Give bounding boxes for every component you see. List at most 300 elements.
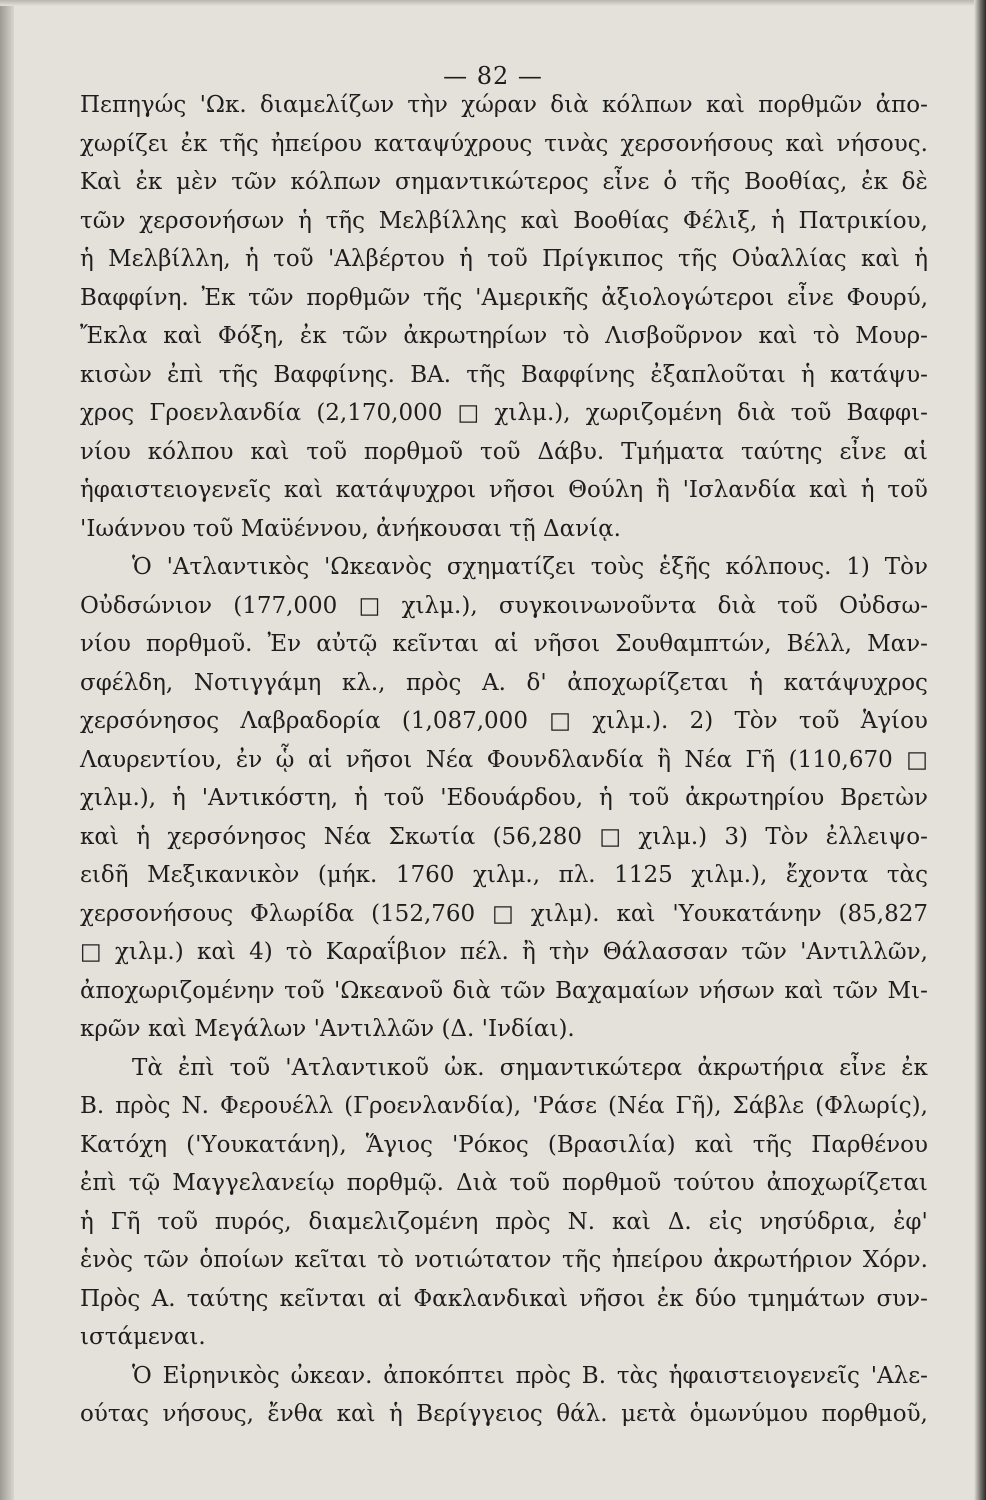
text-line xyxy=(80,901,928,940)
word: τὰς xyxy=(616,1362,658,1389)
word: δ' xyxy=(526,669,547,696)
word: τοῦ xyxy=(790,400,832,426)
word: ἡ xyxy=(389,1401,403,1427)
word: κατάψυχρος xyxy=(783,669,928,696)
word: Φουρύ, xyxy=(846,284,928,311)
word: ἐπὶ xyxy=(80,1170,117,1196)
word: ἐξαπλοῦται xyxy=(650,361,786,388)
word: ἐπὶ xyxy=(178,1054,215,1081)
word: Ἐκ xyxy=(201,284,236,311)
word: χιλμ.), xyxy=(80,785,157,811)
word: ἐκ xyxy=(135,169,163,195)
word: Γροενλανδία xyxy=(149,400,302,426)
word: ειδῆ xyxy=(80,862,129,888)
word: 'Αντικόστη, xyxy=(201,785,339,811)
word: ἀκρωτηρίου xyxy=(685,785,825,811)
word: καὶ xyxy=(860,246,900,272)
text-line xyxy=(80,92,928,131)
word: νήσους. xyxy=(836,130,928,157)
word: Πρὸς xyxy=(80,1285,141,1312)
word: Θάλασσαν xyxy=(602,939,729,965)
word: χιλμ.), xyxy=(691,862,768,888)
word: πρὸς xyxy=(515,1362,571,1389)
word: Ν. xyxy=(181,1093,209,1119)
text-line xyxy=(80,131,928,170)
word: τῆς xyxy=(752,1131,793,1158)
word: καὶ xyxy=(163,323,203,349)
word: ἀξιολογώτεροι xyxy=(601,284,775,311)
word: ἀνήκουσαι xyxy=(376,515,510,542)
word: κλ., xyxy=(341,669,386,696)
word: (110,670 xyxy=(788,746,893,773)
word: ἐκ xyxy=(180,130,208,157)
word: Διὰ xyxy=(456,1170,498,1196)
word: 'Ιωάννου xyxy=(80,515,193,542)
word: τὸ xyxy=(562,323,590,349)
word: τοῦ xyxy=(273,246,314,272)
word: τῆς xyxy=(218,361,259,388)
text-line xyxy=(80,400,928,439)
word: ᾧ xyxy=(275,746,295,773)
word: τῶν xyxy=(342,323,388,349)
word: ἀκρωτηρίων xyxy=(403,323,548,349)
word: χιλμ.), xyxy=(401,592,478,619)
word: χιλμ., xyxy=(472,862,541,888)
word: Βαφφίνης. xyxy=(273,361,395,388)
word: 'Εδουάρδου, xyxy=(440,785,584,811)
word: Βαφφι- xyxy=(846,400,928,426)
word: ΒΑ. xyxy=(410,361,452,388)
word: 'Ατλαντικὸς xyxy=(166,554,310,580)
word: εἶνε xyxy=(839,1054,887,1081)
word: ἀποχωρίζεται xyxy=(567,669,729,696)
word: χερσονήσους xyxy=(80,900,234,927)
word: ἑξῆς xyxy=(659,554,711,580)
word: τῶν xyxy=(248,284,294,311)
word: Παρθένου xyxy=(811,1131,928,1158)
word: Τὸν xyxy=(734,708,778,734)
word: ἢ xyxy=(522,939,536,965)
word: □ xyxy=(549,708,571,734)
word: τοῦ xyxy=(628,785,670,811)
word: Σκωτία xyxy=(388,823,476,850)
text-line xyxy=(80,1209,928,1248)
page-left-edge xyxy=(0,0,14,1500)
word: 1) xyxy=(846,554,870,580)
text-line xyxy=(80,554,928,593)
word: (56,280 xyxy=(492,823,583,850)
word: πλ. xyxy=(558,862,596,888)
word: ἡ xyxy=(749,669,763,696)
word: 2) xyxy=(689,708,714,734)
text-line xyxy=(80,1286,928,1325)
word: τμημάτων xyxy=(747,1285,866,1312)
word: ἐκ xyxy=(861,169,888,195)
word: τοῦ xyxy=(487,246,528,272)
word: □ xyxy=(457,400,480,426)
word: τοῦ xyxy=(509,1170,550,1196)
word: 'Αντιλλῶν, xyxy=(800,939,928,965)
word: ἡ xyxy=(136,823,151,850)
text-line xyxy=(80,1093,928,1132)
word: (Βρασιλία) xyxy=(547,1131,676,1158)
text-line xyxy=(80,1016,928,1055)
word: ἡ xyxy=(80,1208,94,1235)
word: τῆς xyxy=(561,1247,602,1273)
word: (2,170,000 xyxy=(316,400,443,426)
word: 'Ινδίαι). xyxy=(481,1016,575,1042)
word: Δ. xyxy=(667,1208,692,1235)
word: χωριζομένη xyxy=(585,400,722,426)
word: Β. xyxy=(80,1093,105,1119)
text-line xyxy=(80,1170,928,1209)
word: τοῦ xyxy=(229,1054,271,1081)
word: Βαφφίνης xyxy=(520,361,636,388)
word: Τὰ xyxy=(132,1054,163,1081)
word: τοῦ xyxy=(479,438,521,465)
word: ἠπείρου xyxy=(270,130,362,157)
word: χερσόνησος xyxy=(167,823,307,850)
word: καὶ xyxy=(616,900,656,927)
word: Μελβίλλη, xyxy=(108,246,231,272)
word: 4) xyxy=(249,939,273,965)
word: Μι- xyxy=(887,977,928,1004)
text-line xyxy=(80,516,928,555)
word: Τὸν xyxy=(765,823,809,850)
word: τῶν xyxy=(832,977,879,1004)
word: πορθμοῦ. xyxy=(145,631,253,657)
word: Καὶ xyxy=(80,169,122,195)
word: ἀποχωρίζεται xyxy=(766,1170,928,1196)
word: Βαχαμαίων xyxy=(555,977,690,1004)
word: ἐπὶ xyxy=(167,361,204,388)
word: κόλπων xyxy=(602,92,693,118)
word: χιλμ.), xyxy=(494,400,571,426)
word: τοὺς xyxy=(590,554,645,580)
word: Ἅγιος xyxy=(365,1131,433,1158)
word: Γῆ), xyxy=(675,1093,722,1119)
word: Φόξη, xyxy=(217,323,285,349)
word: καταψύχρους xyxy=(373,130,533,157)
word: ('Υουκατάνη), xyxy=(186,1131,347,1158)
word: πρὸς xyxy=(115,1093,171,1119)
word: διὰ xyxy=(717,592,757,619)
word: νήσους, xyxy=(162,1401,254,1427)
word: Σουθαμπτών, xyxy=(615,631,772,657)
word: Ὁ xyxy=(132,1362,152,1389)
word: Οὐδσω- xyxy=(839,592,928,619)
word: Μελβίλλης xyxy=(378,207,507,234)
word: αἱ xyxy=(903,438,928,465)
word: καὶ xyxy=(758,323,798,349)
word: εἶνε xyxy=(839,438,887,465)
word: κεῖνται xyxy=(392,631,479,657)
word: τῆς xyxy=(677,246,718,272)
word: νησύδρια, xyxy=(759,1208,877,1235)
word: τινὰς xyxy=(544,130,609,157)
word: τούτου xyxy=(673,1170,755,1196)
word: ταύτης xyxy=(740,438,823,465)
word: ἡφαιστειογενεῖς xyxy=(668,1362,860,1389)
word: ἡ xyxy=(914,246,928,272)
text-line xyxy=(80,208,928,247)
page-right-edge xyxy=(974,0,986,1500)
word: Φουνδλανδία xyxy=(486,746,644,773)
word: 1125 xyxy=(614,862,673,888)
word: νήσων xyxy=(698,977,775,1004)
word: Α. xyxy=(151,1285,176,1312)
word: Οὐαλλίας xyxy=(731,246,847,272)
word: καὶ xyxy=(520,207,560,234)
word: Βέλλ, xyxy=(786,631,852,657)
word: 'Ωκεανοῦ xyxy=(334,977,444,1004)
word: Φέλιξ, xyxy=(682,207,758,234)
page-number: — 82 — xyxy=(443,62,543,90)
word: τοῦ xyxy=(157,1208,198,1235)
word: συν- xyxy=(876,1285,928,1312)
word: πορθμοῦ, xyxy=(821,1401,928,1427)
word: ὁμωνύμου xyxy=(689,1401,808,1427)
word: (152,760 xyxy=(371,900,476,927)
word: τὸ xyxy=(285,939,313,965)
word: ιστάμεναι. xyxy=(80,1324,206,1350)
word: καὶ xyxy=(784,977,824,1004)
word: νῆσοι xyxy=(579,1285,646,1312)
word: διὰ xyxy=(550,92,589,118)
word: καὶ xyxy=(250,438,290,465)
word: καὶ xyxy=(706,92,745,118)
word: Φακλανδικαὶ xyxy=(413,1285,568,1312)
word: ἡ xyxy=(80,246,94,272)
word: διαμελιζομένη xyxy=(308,1208,479,1235)
word: Πρίγκιπος xyxy=(542,246,664,272)
word: □ xyxy=(906,746,928,773)
word: Γῆ xyxy=(110,1208,141,1235)
word: ἡ xyxy=(800,361,815,388)
word: καὶ xyxy=(80,823,119,850)
word: Κατόχη xyxy=(80,1131,168,1158)
word: 'Αλβέρτου xyxy=(327,246,445,272)
text-line xyxy=(80,978,928,1017)
word: Λαυρεντίου, xyxy=(80,746,223,773)
word: τοῦ xyxy=(383,785,425,811)
word: Δάβυ. xyxy=(537,438,605,465)
text-line xyxy=(80,824,928,863)
word: εἶνε xyxy=(602,169,650,195)
word: Βοοθίας xyxy=(573,207,670,234)
word: Οὐδσώνιον xyxy=(80,592,212,619)
text-line xyxy=(80,593,928,632)
word: αἱ xyxy=(307,746,333,773)
word: Γῆ xyxy=(745,746,776,773)
word: τὴν xyxy=(407,92,448,118)
word: ἔνθα xyxy=(267,1401,324,1427)
word: (Νέα xyxy=(607,1093,665,1119)
word: 1760 xyxy=(395,862,455,888)
word: ὁ xyxy=(663,169,678,195)
word: Β. xyxy=(581,1362,607,1389)
word: Πεπηγώς xyxy=(80,92,187,118)
word: πορθμῶν xyxy=(758,92,863,118)
word: νῆσοι xyxy=(533,631,601,657)
word: μὲν xyxy=(176,169,218,195)
word: σημαντικώτερος xyxy=(395,169,589,195)
word: ἢ xyxy=(657,746,671,773)
word: κρῶν xyxy=(80,1016,148,1042)
word: ἑνὸς xyxy=(80,1247,134,1273)
text-line xyxy=(80,862,928,901)
word: χιλμ.) xyxy=(114,939,184,965)
word: χρος xyxy=(80,400,135,426)
word: ἀποχωριζομένην xyxy=(80,977,275,1004)
word: 3) xyxy=(724,823,749,850)
word: Καραΐβιον xyxy=(325,939,447,965)
word: Θούλη xyxy=(568,477,644,503)
text-line xyxy=(80,1324,928,1363)
word: 'Υουκατάνην xyxy=(672,900,822,927)
word: τοῦ xyxy=(798,708,840,734)
word: Ἔκλα xyxy=(80,323,148,349)
word: Σάβλε xyxy=(732,1093,805,1119)
word: χιλμ.) xyxy=(638,823,708,850)
word: Α. xyxy=(481,669,506,696)
word: Μεξικανικὸν xyxy=(147,862,300,888)
word: □ xyxy=(358,592,381,619)
word: τοῦ xyxy=(887,477,928,503)
word: διὰ xyxy=(737,400,776,426)
word: κατάψυ- xyxy=(829,361,928,388)
word: Λισβοῦρνον xyxy=(605,323,743,349)
word: καὶ xyxy=(611,1208,651,1235)
word: τῷ xyxy=(128,1170,161,1196)
word: Δανίᾳ. xyxy=(542,515,621,542)
word: δύο xyxy=(694,1285,737,1312)
word: ἡ xyxy=(245,246,259,272)
word: Μαν- xyxy=(867,631,928,657)
word: ἡ xyxy=(298,207,312,234)
word: ἐκ xyxy=(901,1054,928,1081)
word: ἡ xyxy=(598,785,613,811)
word: αὐτῷ xyxy=(316,631,378,657)
text-line xyxy=(80,631,928,670)
word: Ἁγίου xyxy=(860,708,928,734)
word: κισὼν xyxy=(80,361,152,388)
word: χερσονήσους xyxy=(620,130,774,157)
word: (177,000 xyxy=(233,592,338,619)
word: ἀκρωτήρια xyxy=(697,1054,825,1081)
word: καὶ xyxy=(283,477,323,503)
word: νῆσοι xyxy=(489,477,556,503)
word: τὸ xyxy=(377,1247,404,1273)
word: νίου xyxy=(80,438,131,465)
word: δὲ xyxy=(901,169,928,195)
word: (Φλωρίς), xyxy=(815,1093,928,1119)
word: καὶ xyxy=(809,477,848,503)
word: Λαβραδορία xyxy=(240,708,381,734)
word: τοῦ xyxy=(306,438,347,465)
word: Τμήματα xyxy=(621,438,724,465)
word: πυρός, xyxy=(214,1208,292,1235)
word: καὶ xyxy=(196,939,236,965)
word: ἔχοντα xyxy=(785,862,869,888)
word: (μήκ. xyxy=(317,862,378,888)
word: Ἐν xyxy=(267,631,302,657)
word: 'Ωκ. xyxy=(199,92,247,118)
word: τῇ xyxy=(509,515,543,542)
text-line xyxy=(80,708,928,747)
word: κόλπων xyxy=(290,169,382,195)
text-line xyxy=(80,1055,928,1094)
word: ἢ xyxy=(656,477,670,503)
word: χώραν xyxy=(461,92,537,118)
word: σημαντικώτερα xyxy=(499,1054,683,1081)
word: (Δ. xyxy=(441,1016,482,1042)
word: ούτας xyxy=(80,1401,149,1427)
word: κόλπου xyxy=(147,438,234,465)
word: κόλπους. xyxy=(725,554,832,580)
word: τῶν xyxy=(741,939,787,965)
word: Βοοθίας, xyxy=(744,169,848,195)
word: πορθμοῦ xyxy=(363,438,464,465)
word: 'Ρόκος xyxy=(451,1131,529,1158)
word: εἰς xyxy=(708,1208,743,1235)
word: χερσόνησος xyxy=(80,708,220,734)
word: νοτιώτατον xyxy=(414,1247,552,1273)
word: καὶ xyxy=(694,1131,734,1158)
word: ὠκεαν. xyxy=(290,1362,373,1389)
word: ἡ xyxy=(771,207,785,234)
word: τῆς xyxy=(219,130,259,157)
word: τῶν xyxy=(80,207,126,234)
word: νῆσοι xyxy=(345,746,413,773)
word: 'Αλε- xyxy=(870,1362,928,1389)
word: ἡφαιστειογενεῖς xyxy=(80,477,272,503)
word: ταύτης xyxy=(186,1285,269,1312)
word: καὶ xyxy=(147,1016,195,1042)
word: τῆς xyxy=(423,284,463,311)
word: Βρετὼν xyxy=(840,785,928,811)
word: θάλ. xyxy=(556,1401,608,1427)
word: τοῦ xyxy=(192,515,241,542)
word: Χόρν. xyxy=(862,1247,928,1273)
word: χιλμ.). xyxy=(592,708,669,734)
word: ἐκ xyxy=(299,323,327,349)
word: ἠπείρου xyxy=(611,1247,703,1273)
word: τῆς xyxy=(466,361,506,388)
text-line xyxy=(80,323,928,362)
word: Φερουέλλ xyxy=(219,1093,334,1119)
word: (1,087,000 xyxy=(401,708,528,734)
text-line xyxy=(80,362,928,401)
word: Μαγγελανείῳ xyxy=(172,1170,335,1196)
word: Ὁ xyxy=(132,554,152,580)
word: ἀπο- xyxy=(875,92,928,118)
text-line xyxy=(80,1363,928,1402)
word: Νέα xyxy=(684,746,732,773)
word: αἱ xyxy=(377,1285,403,1312)
text-line xyxy=(80,285,928,324)
word: Φλωρίδα xyxy=(250,900,355,927)
word: ἐφ' xyxy=(893,1208,928,1235)
word: διαμελίζων xyxy=(260,92,395,118)
word: τῶν xyxy=(231,169,277,195)
word: καὶ xyxy=(785,130,825,157)
word: ἡ xyxy=(354,785,368,811)
word: τὰς xyxy=(886,862,928,888)
word: αἱ xyxy=(494,631,519,657)
word: σφέλδη, xyxy=(80,669,174,696)
word: ἡ xyxy=(459,246,473,272)
